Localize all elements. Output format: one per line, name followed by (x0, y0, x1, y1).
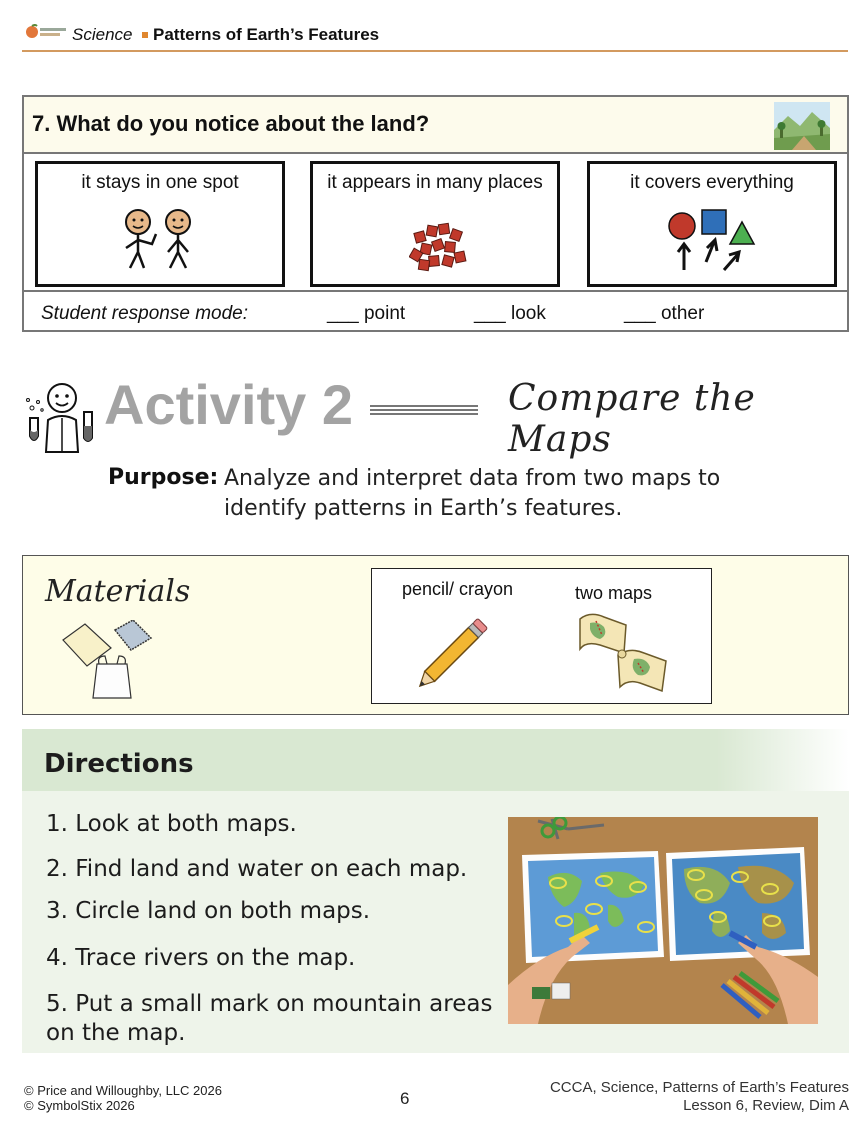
maps-activity-photo (508, 817, 818, 1024)
choice-appears-in-many-places[interactable] (310, 161, 560, 287)
footer-course: CCCA, Science, Patterns of Earth’s Features (549, 1079, 849, 1096)
choice-stays-in-one-spot[interactable] (35, 161, 285, 287)
footer-copyright (24, 1083, 222, 1113)
response-mode-label: Student response mode: (41, 303, 249, 324)
header-separator (142, 32, 148, 38)
footer-lesson: Lesson 6, Review, Dim A (683, 1097, 849, 1114)
purpose-text: Analyze and interpret data from two maps to identify patterns in Earth’s features. (224, 466, 721, 521)
question-box (22, 95, 849, 332)
direction-step: 2. Find land and water on each map. (46, 856, 468, 882)
footer-copyright-line: © SymbolStix 2026 (24, 1098, 135, 1113)
materials-title: Materials (45, 574, 191, 609)
material-label-maps: two maps (575, 583, 653, 603)
choice-covers-everything[interactable] (587, 161, 837, 287)
direction-step: 5. Put a small mark on mountain areas on the map. (46, 991, 493, 1046)
response-option-other[interactable]: ___ other (624, 303, 705, 324)
material-label-pencil: pencil/ crayon (402, 579, 514, 599)
activity-subtitle: Compare the Maps (508, 378, 756, 460)
response-option-point[interactable]: ___ point (327, 303, 406, 324)
materials-items-box (371, 568, 712, 704)
question-header (24, 97, 847, 154)
choice-label: it covers everything (630, 172, 794, 193)
many-squares-icon (409, 222, 469, 272)
directions-body (22, 791, 849, 1053)
page-header (22, 22, 848, 52)
choice-label: it stays in one spot (81, 172, 239, 193)
publisher-logo-icon (24, 24, 68, 40)
purpose-label: Purpose: (108, 465, 219, 490)
header-subject: Science (72, 25, 133, 44)
page-number: 6 (400, 1089, 410, 1108)
question-text: 7. What do you notice about the land? (32, 111, 430, 136)
response-mode-row (24, 290, 847, 330)
directions-header (22, 729, 849, 791)
direction-step: 3. Circle land on both maps. (46, 898, 371, 924)
pencil-icon (410, 613, 496, 693)
activity-title: Activity 2 (104, 373, 353, 436)
materials-supplies-icon (59, 620, 155, 700)
shapes-pointing-icon (666, 208, 756, 272)
land-landscape-icon (774, 102, 830, 150)
choice-label: it appears in many places (327, 172, 543, 193)
two-people-icon (118, 208, 202, 270)
directions-title: Directions (44, 749, 194, 779)
map-scroll-icon (574, 611, 674, 695)
scientist-icon (24, 378, 96, 454)
footer-course-info (550, 1079, 849, 1115)
direction-step: 1. Look at both maps. (46, 811, 297, 837)
footer-copyright-line: © Price and Willoughby, LLC 2026 (24, 1083, 222, 1098)
materials-box (22, 555, 849, 715)
direction-step: 4. Trace rivers on the map. (46, 945, 356, 971)
response-option-look[interactable]: ___ look (474, 303, 546, 324)
header-title: Patterns of Earth’s Features (153, 25, 380, 44)
activity-divider-lines (370, 404, 478, 416)
